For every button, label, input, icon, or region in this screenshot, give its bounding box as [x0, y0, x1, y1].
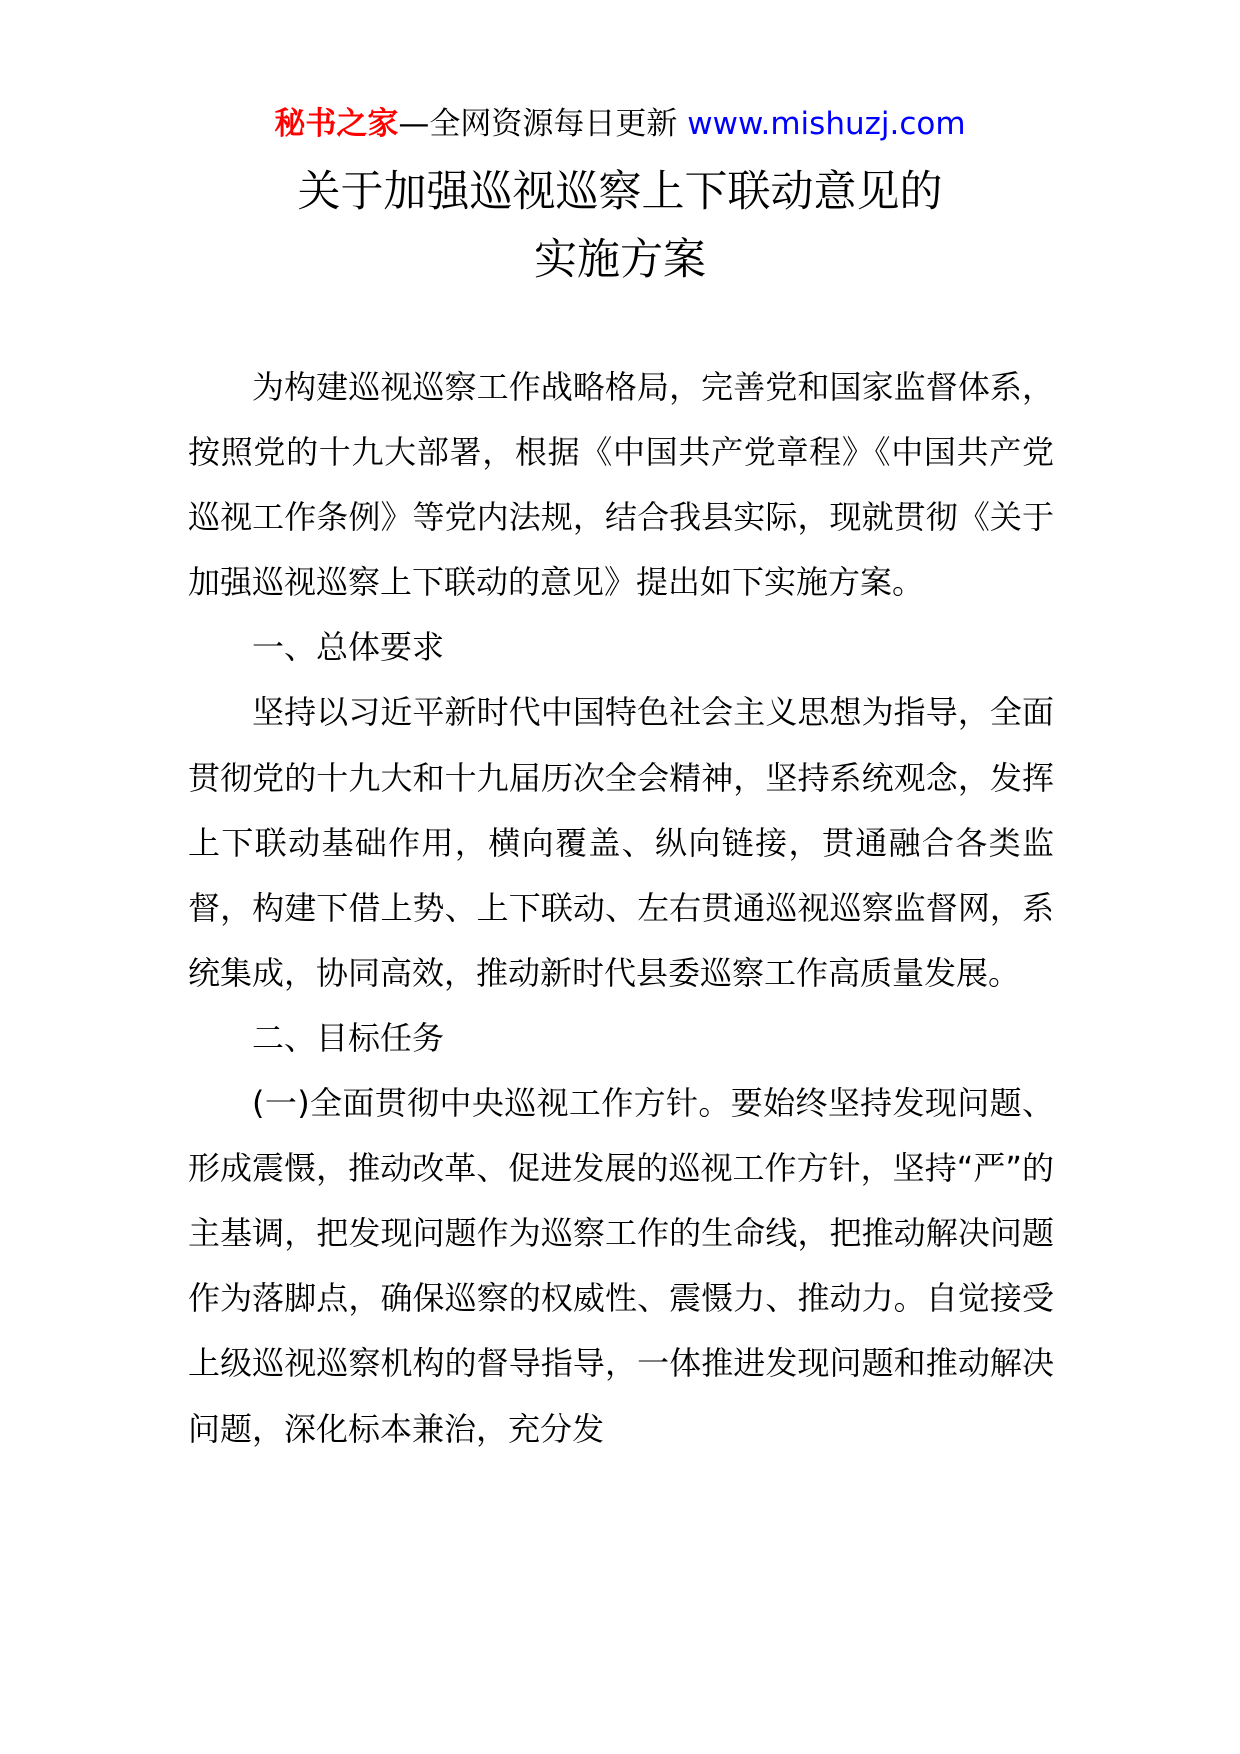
section-paragraph-2-item-1: (一)全面贯彻中央巡视工作方针。要始终坚持发现问题、形成震慑，推动改革、促进发展的巡视工作方针，坚持“严”的主基调，把发现问题作为巡察工作的生命线，把推动解决问题作为落脚点，确保巡察的权威性、震慑力、推动力。自觉接受上级巡视巡察机构的督导指导，一体推进发现问题和推动解决问题，深化标本兼治，充分发	[188, 1084, 1054, 1448]
section-paragraph-1: 坚持以习近平新时代中国特色社会主义思想为指导，全面贯彻党的十九大和十九届历次全会精神，坚持系统观念，发挥上下联动基础作用，横向覆盖、纵向链接，贯通融合各类监督，构建下借上势、上下联动、左右贯通巡视巡察监督网，系统集成，协同高效，推动新时代县委巡察工作高质量发展。	[188, 693, 1054, 992]
brand-name: 秘书之家	[274, 106, 399, 142]
document-title-line-2: 实施方案	[534, 235, 706, 285]
site-header	[0, 100, 1240, 148]
section-heading-1: 一、总体要求	[252, 628, 445, 667]
document-title-line-1: 关于加强巡视巡察上下联动意见的	[297, 167, 943, 217]
site-slogan: —全网资源每日更新	[398, 106, 678, 142]
intro-paragraph: 为构建巡视巡察工作战略格局，完善党和国家监督体系，按照党的十九大部署，根据《中国共产党章程》《中国共产党巡视工作条例》等党内法规，结合我县实际，现就贯彻《关于加强巡视巡察上下联动的意见》提出如下实施方案。	[188, 368, 1054, 602]
section-heading-2: 二、目标任务	[252, 1018, 445, 1057]
document-body	[188, 355, 1054, 1462]
site-url-link[interactable]: www.mishuzj.com	[687, 106, 966, 142]
